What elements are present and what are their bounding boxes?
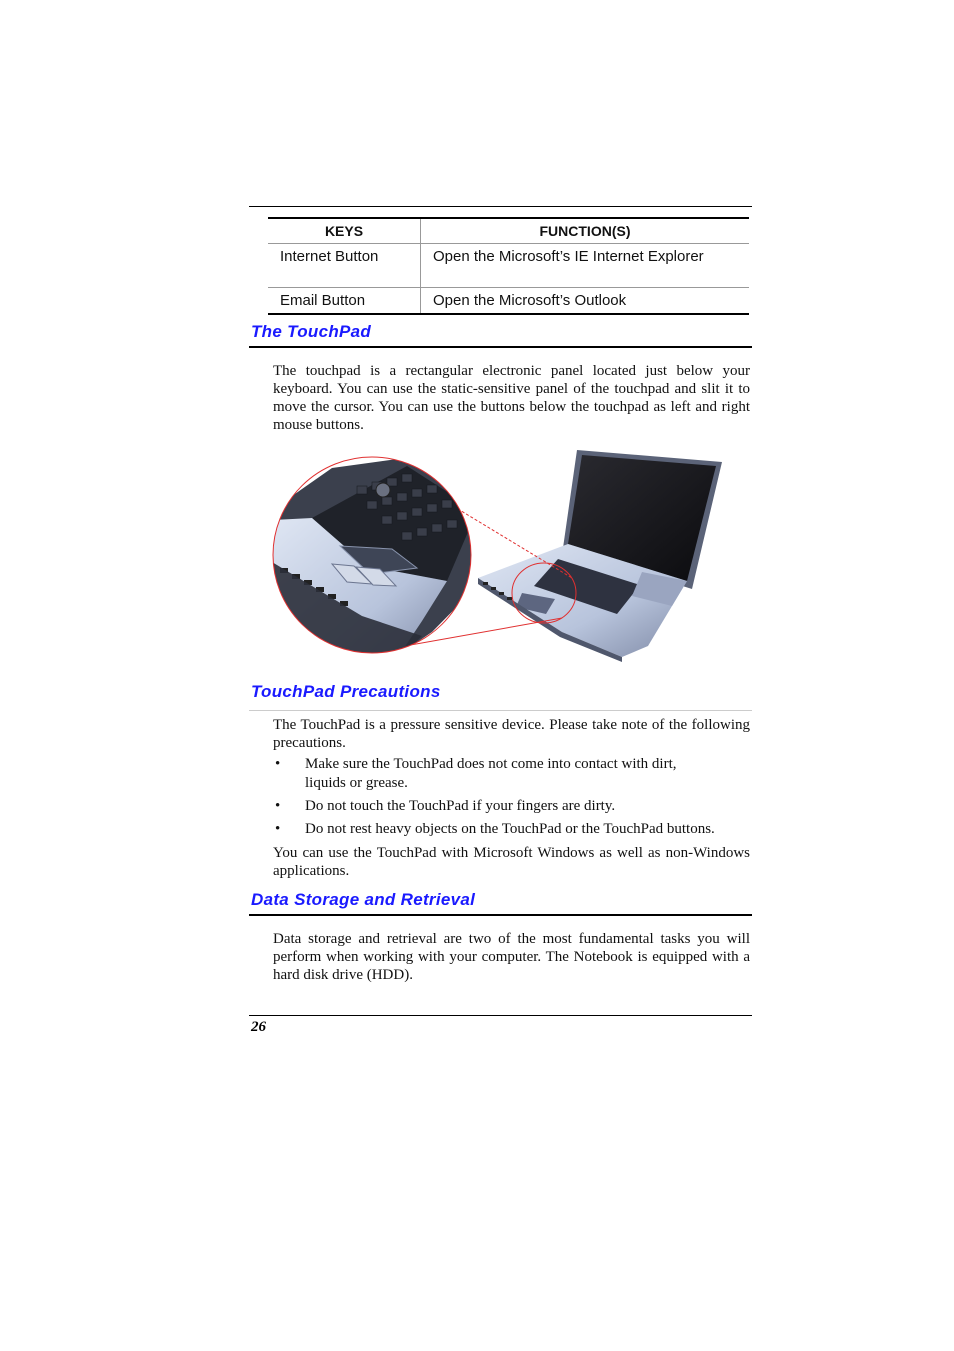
table-header-functions: FUNCTION(S) — [421, 218, 750, 244]
list-item — [273, 820, 758, 839]
touchpad-paragraph: The touchpad is a rectangular electronic panel located just below your keyboard. You can use the static-sensitive panel of the touchpad and slit it to move the cursor. You can use the buttons below the touchpad as left and right mouse buttons. — [273, 363, 750, 433]
list-item-text: Do not touch the TouchPad if your fingers are dirty. — [305, 798, 616, 814]
header-rule — [249, 206, 752, 207]
bullet-icon: • — [275, 756, 281, 772]
section-rule — [249, 710, 752, 711]
list-item — [273, 797, 758, 816]
table-row — [268, 244, 749, 288]
bullet-icon: • — [275, 798, 281, 814]
list-item — [273, 755, 715, 793]
section-title-storage: Data Storage and Retrieval — [251, 890, 476, 909]
table-cell-function: Open the Microsoft’s IE Internet Explorer — [421, 244, 750, 288]
section-rule — [249, 914, 752, 916]
section-title-precautions: TouchPad Precautions — [251, 682, 441, 701]
touchpad-zoom-view — [272, 446, 492, 666]
footer-rule — [249, 1015, 752, 1016]
precautions-outro: You can use the TouchPad with Microsoft Windows as well as non-Windows applications. — [273, 845, 750, 879]
precautions-intro: The TouchPad is a pressure sensitive device. Please take note of the following precautions. — [273, 717, 750, 751]
list-item-text: Make sure the TouchPad does not come into contact with dirt, liquids or grease. — [305, 756, 677, 791]
table-cell-key: Email Button — [268, 288, 421, 315]
precautions-list — [273, 755, 758, 843]
storage-paragraph: Data storage and retrieval are two of the most fundamental tasks you will perform when working with your computer. The Notebook is equipped with a hard disk drive (HDD). — [273, 931, 750, 983]
bullet-icon: • — [275, 821, 281, 837]
list-item-text: Do not rest heavy objects on the TouchPad or the TouchPad buttons. — [305, 821, 715, 837]
table-row — [268, 288, 749, 315]
laptop-full-view — [478, 450, 722, 662]
section-rule — [249, 346, 752, 348]
table-cell-key: Internet Button — [268, 244, 421, 288]
section-title-touchpad: The TouchPad — [251, 322, 372, 341]
table-header-keys: KEYS — [268, 218, 421, 244]
table-cell-function: Open the Microsoft’s Outlook — [421, 288, 750, 315]
keys-function-table — [268, 217, 749, 315]
page-number: 26 — [251, 1019, 266, 1035]
laptop-touchpad-illustration — [272, 446, 728, 668]
